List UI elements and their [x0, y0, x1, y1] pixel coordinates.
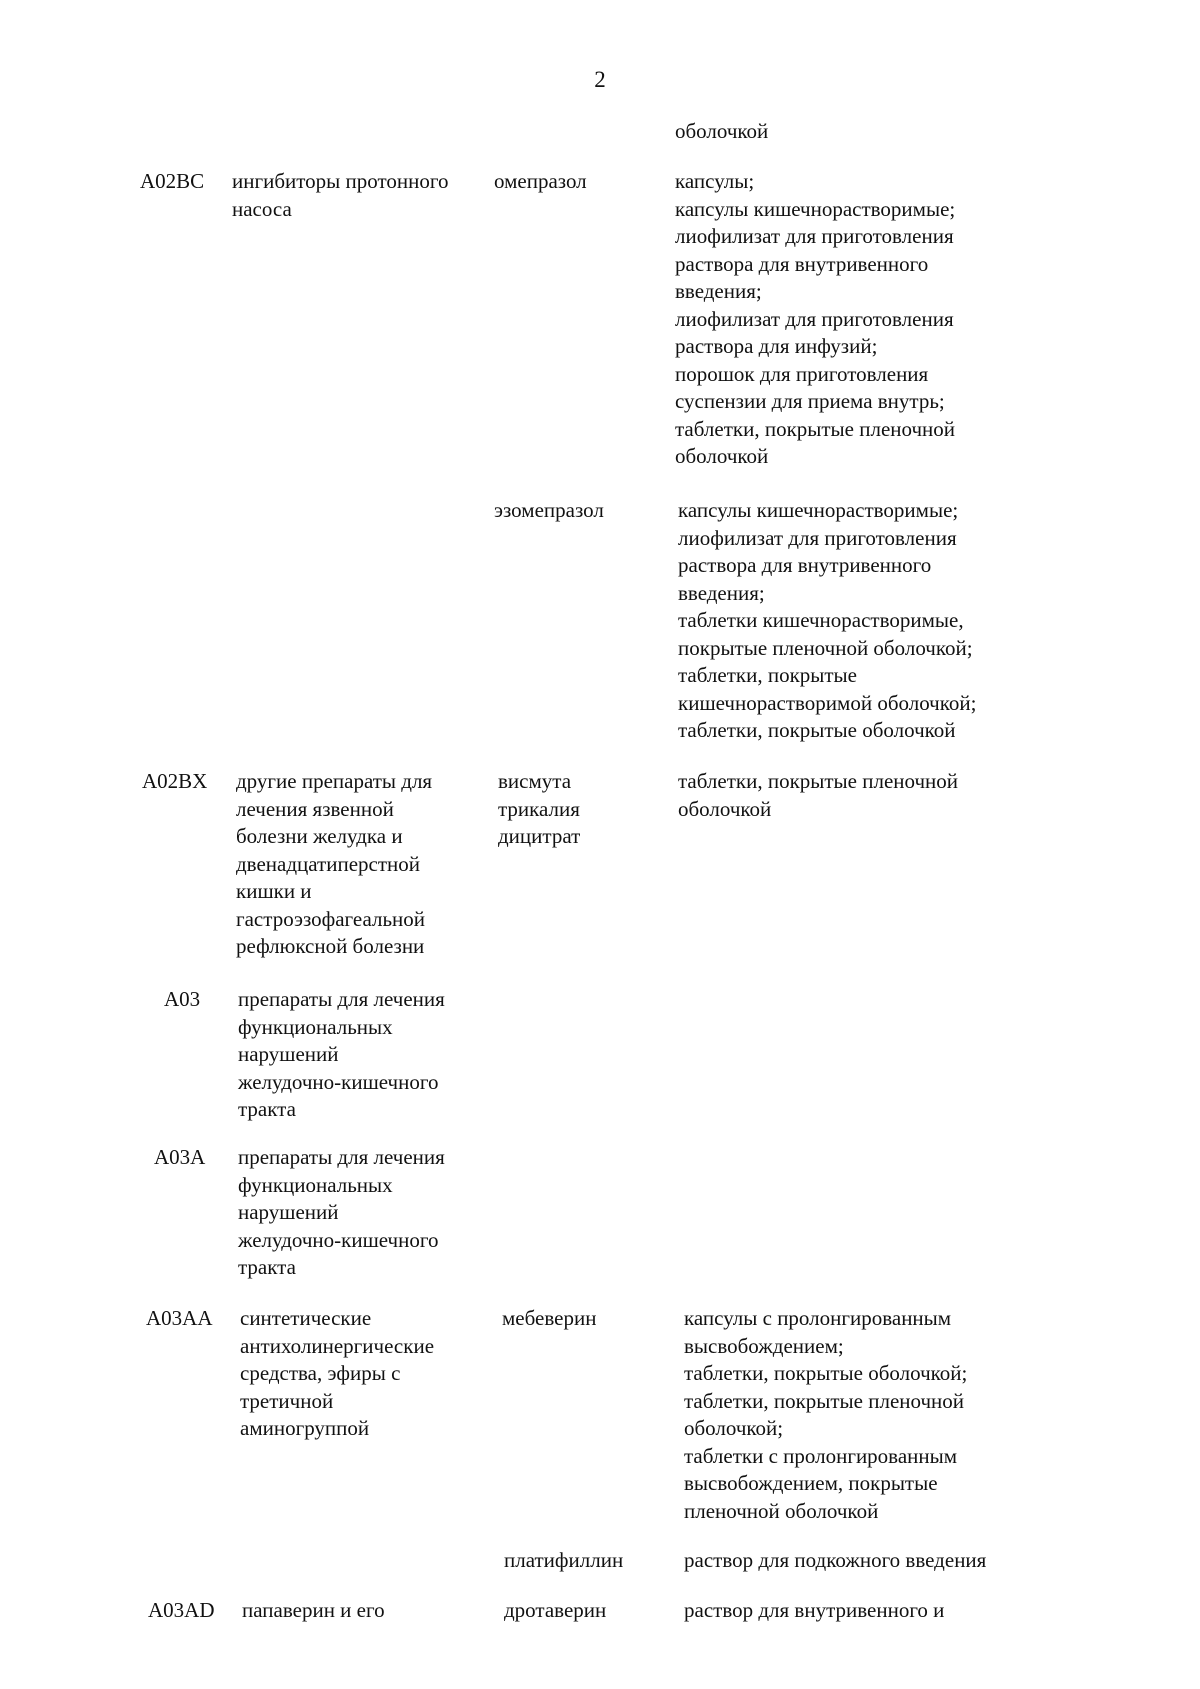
atc-code: A03AD — [148, 1598, 215, 1622]
atc-code: A03A — [154, 1145, 206, 1169]
drug-name: омепразол — [494, 169, 587, 193]
atc-group-name: папаверин и его — [242, 1598, 385, 1622]
drug-name: дротаверин — [504, 1598, 607, 1622]
atc-code: A02BX — [142, 769, 208, 793]
atc-group-name: препараты для лечения функциональных нарушений желудочно-кишечного тракта — [238, 1145, 445, 1279]
drug-name: платифиллин — [504, 1548, 624, 1572]
page-number: 2 — [594, 67, 606, 92]
dosage-forms: капсулы с пролонгированным высвобождением; таблетки, покрытые оболочкой; таблетки, покрытые пленочной оболочкой; таблетки с пролонгированным высвобождением, покрытые пленочной оболочкой — [684, 1306, 968, 1523]
atc-code: A03 — [164, 987, 201, 1011]
atc-code: A03AA — [146, 1306, 213, 1330]
atc-group-name: другие препараты для лечения язвенной болезни желудка и двенадцатиперстной кишки и гастроэзофагеальной рефлюксной болезни — [236, 769, 433, 958]
atc-code: A02BC — [140, 169, 205, 193]
atc-group-name: препараты для лечения функциональных нарушений желудочно-кишечного тракта — [238, 987, 445, 1121]
drug-name: висмута трикалия дицитрат — [498, 769, 581, 848]
dosage-forms: капсулы кишечнорастворимые; лиофилизат для приготовления раствора для внутривенного введения; таблетки кишечнорастворимые, покрытые пленочной оболочкой; таблетки, покрытые кишечнорастворимой оболочкой; таблетки, покрытые оболочкой — [678, 498, 977, 742]
dosage-forms: капсулы; капсулы кишечнорастворимые; лиофилизат для приготовления раствора для внутривенного введения; лиофилизат для приготовления раствора для инфузий; порошок для приготовления суспензии для приема внутрь; таблетки, покрытые пленочной оболочкой — [675, 169, 956, 468]
drug-name: эзомепразол — [494, 498, 604, 522]
atc-group-name: синтетические антихолинергические средства, эфиры с третичной аминогруппой — [240, 1306, 435, 1440]
dosage-forms: раствор для подкожного введения — [684, 1548, 987, 1572]
dosage-forms: таблетки, покрытые пленочной оболочкой — [678, 769, 959, 821]
dosage-forms: раствор для внутривенного и — [684, 1598, 945, 1622]
atc-group-name: ингибиторы протонного насоса — [232, 169, 449, 221]
drug-name: мебеверин — [502, 1306, 597, 1330]
continuation-form: оболочкой — [675, 119, 769, 143]
